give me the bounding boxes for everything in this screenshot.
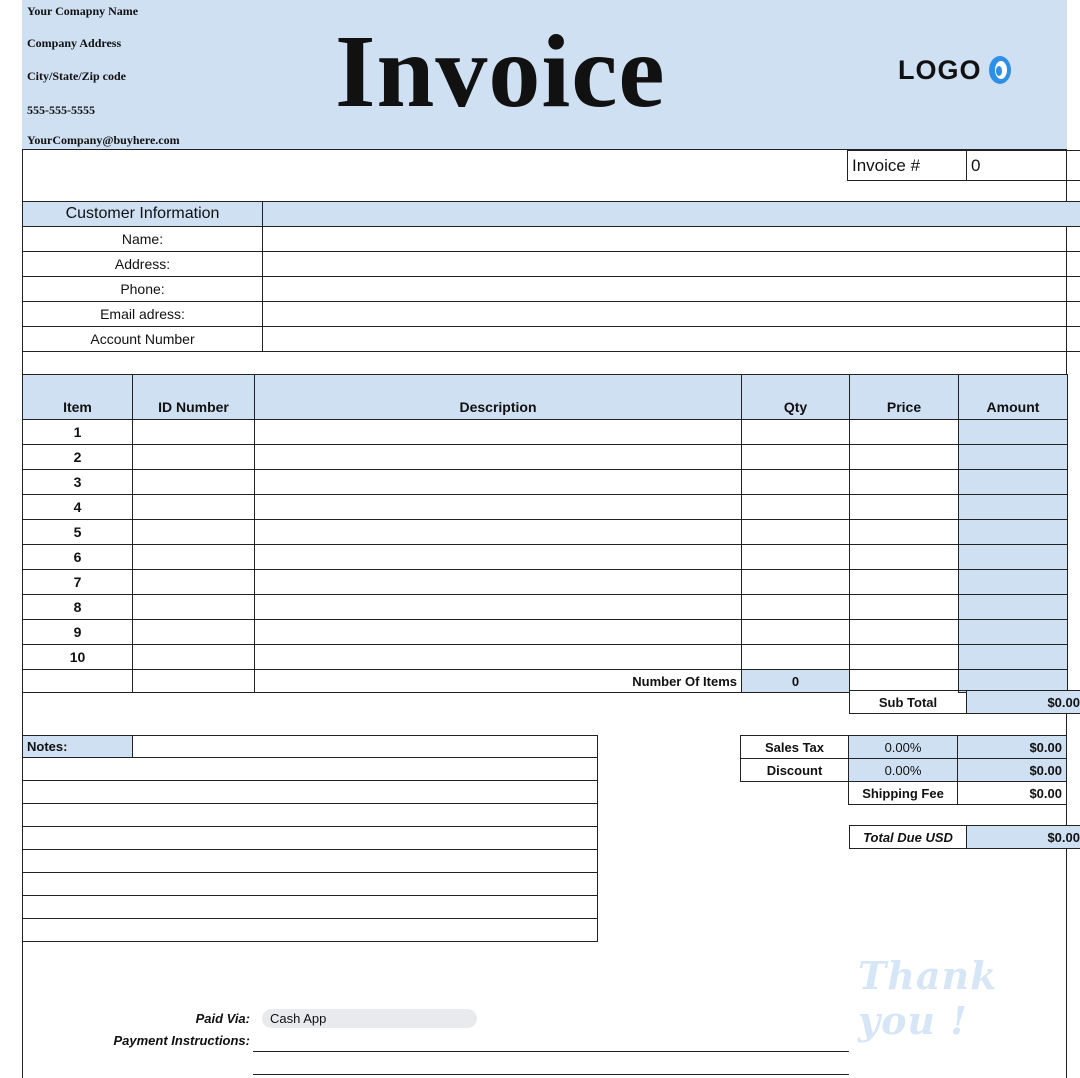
price-cell[interactable]	[850, 545, 959, 570]
description-cell[interactable]	[255, 645, 742, 670]
subtotal-value: $0.00	[967, 691, 1080, 714]
notes-line[interactable]	[23, 896, 598, 919]
description-cell[interactable]	[255, 570, 742, 595]
paid-via-select[interactable]	[262, 1009, 477, 1028]
amount-cell	[959, 645, 1068, 670]
sales-tax-rate[interactable]: 0.00%	[849, 736, 958, 759]
customer-field-label: Name:	[23, 227, 263, 252]
item-number: 3	[23, 470, 133, 495]
notes-line[interactable]	[133, 736, 598, 758]
notes-label: Notes:	[23, 736, 133, 758]
paid-via-value: Cash App	[270, 1011, 327, 1026]
col-header-item: Item	[23, 375, 133, 420]
customer-phone-input[interactable]	[263, 277, 1080, 302]
shipping-value[interactable]: $0.00	[958, 782, 1067, 805]
company-city: City/State/Zip code	[27, 69, 126, 83]
id-number-cell[interactable]	[133, 470, 255, 495]
amount-cell	[959, 495, 1068, 520]
price-cell[interactable]	[850, 445, 959, 470]
price-cell[interactable]	[850, 420, 959, 445]
company-email: YourCompany@buyhere.com	[27, 133, 180, 147]
item-number: 2	[23, 445, 133, 470]
amount-cell	[959, 445, 1068, 470]
id-number-cell[interactable]	[133, 620, 255, 645]
table-row	[23, 545, 1068, 570]
item-number: 8	[23, 595, 133, 620]
table-row	[23, 595, 1068, 620]
discount-value: $0.00	[958, 759, 1067, 782]
invoice-number-box	[847, 150, 1080, 181]
price-cell[interactable]	[850, 620, 959, 645]
id-number-cell[interactable]	[133, 445, 255, 470]
table-row	[23, 620, 1068, 645]
item-number: 9	[23, 620, 133, 645]
invoice-title: Invoice	[335, 14, 666, 129]
table-row	[23, 570, 1068, 595]
logo-text: LOGO	[898, 55, 982, 85]
notes-line[interactable]	[23, 850, 598, 873]
notes-line[interactable]	[23, 919, 598, 942]
id-number-cell[interactable]	[133, 495, 255, 520]
table-row	[23, 520, 1068, 545]
qty-cell[interactable]	[742, 595, 850, 620]
number-of-items-value: 0	[742, 670, 850, 693]
customer-field-label: Address:	[23, 252, 263, 277]
description-cell[interactable]	[255, 420, 742, 445]
item-number: 4	[23, 495, 133, 520]
qty-cell[interactable]	[742, 470, 850, 495]
company-name: Your Comapny Name	[27, 4, 139, 18]
description-cell[interactable]	[255, 620, 742, 645]
col-header-description: Description	[255, 375, 742, 420]
customer-heading-fill	[263, 202, 1080, 227]
notes-line[interactable]	[23, 804, 598, 827]
qty-cell[interactable]	[742, 420, 850, 445]
qty-cell[interactable]	[742, 570, 850, 595]
total-due-label: Total Due USD	[850, 826, 967, 849]
payment-instructions-line[interactable]	[253, 1051, 849, 1052]
amount-cell	[959, 570, 1068, 595]
notes-line[interactable]	[23, 827, 598, 850]
item-number: 6	[23, 545, 133, 570]
sales-tax-label: Sales Tax	[741, 736, 849, 759]
item-number: 7	[23, 570, 133, 595]
id-number-cell[interactable]	[133, 595, 255, 620]
id-number-cell[interactable]	[133, 645, 255, 670]
customer-table	[22, 201, 1080, 352]
col-header-price: Price	[850, 375, 959, 420]
qty-cell[interactable]	[742, 520, 850, 545]
company-address: Company Address	[27, 36, 122, 50]
logo-swirl-icon	[986, 54, 1014, 86]
customer-field-label: Phone:	[23, 277, 263, 302]
id-number-cell[interactable]	[133, 520, 255, 545]
amount-cell	[959, 470, 1068, 495]
number-of-items-label: Number Of Items	[255, 670, 742, 693]
id-number-cell[interactable]	[133, 545, 255, 570]
description-cell[interactable]	[255, 445, 742, 470]
description-cell[interactable]	[255, 595, 742, 620]
table-row	[23, 445, 1068, 470]
invoice-number-label: Invoice #	[848, 151, 967, 181]
paid-via-label: Paid Via:	[195, 1011, 250, 1026]
customer-account-input[interactable]	[263, 327, 1080, 352]
price-cell[interactable]	[850, 520, 959, 545]
qty-cell[interactable]	[742, 620, 850, 645]
shipping-label: Shipping Fee	[849, 782, 958, 805]
subtotal-box	[849, 690, 1080, 714]
description-cell[interactable]	[255, 545, 742, 570]
customer-name-input[interactable]	[263, 227, 1080, 252]
company-phone: 555-555-5555	[27, 103, 95, 117]
invoice-number-value[interactable]: 0	[967, 151, 1080, 181]
item-number: 1	[23, 420, 133, 445]
count-row-blank	[133, 670, 255, 693]
shipping-blank	[741, 782, 849, 805]
count-row-blank	[23, 670, 133, 693]
payment-instructions-line[interactable]	[253, 1074, 849, 1075]
price-cell[interactable]	[850, 645, 959, 670]
discount-rate[interactable]: 0.00%	[849, 759, 958, 782]
total-due-value: $0.00	[967, 826, 1080, 849]
id-number-cell[interactable]	[133, 420, 255, 445]
qty-cell[interactable]	[742, 645, 850, 670]
qty-cell[interactable]	[742, 445, 850, 470]
table-row	[23, 645, 1068, 670]
notes-line[interactable]	[23, 781, 598, 804]
amount-cell	[959, 420, 1068, 445]
table-row	[23, 470, 1068, 495]
description-cell[interactable]	[255, 520, 742, 545]
thank-you-text: Thank you !	[858, 953, 998, 1043]
items-table	[22, 374, 1068, 693]
amount-cell	[959, 595, 1068, 620]
payment-instructions-label: Payment Instructions:	[113, 1033, 250, 1048]
subtotal-label: Sub Total	[850, 691, 967, 714]
qty-cell[interactable]	[742, 545, 850, 570]
item-number: 10	[23, 645, 133, 670]
col-header-amount: Amount	[959, 375, 1068, 420]
total-due-box	[849, 825, 1080, 849]
description-cell[interactable]	[255, 470, 742, 495]
amount-cell	[959, 520, 1068, 545]
customer-field-label: Email adress:	[23, 302, 263, 327]
price-cell[interactable]	[850, 495, 959, 520]
customer-field-label: Account Number	[23, 327, 263, 352]
description-cell[interactable]	[255, 495, 742, 520]
id-number-cell[interactable]	[133, 570, 255, 595]
sales-tax-value: $0.00	[958, 736, 1067, 759]
col-header-id: ID Number	[133, 375, 255, 420]
notes-table	[22, 735, 598, 942]
table-row	[23, 495, 1068, 520]
customer-address-input[interactable]	[263, 252, 1080, 277]
price-cell[interactable]	[850, 570, 959, 595]
amount-cell	[959, 620, 1068, 645]
qty-cell[interactable]	[742, 495, 850, 520]
notes-line[interactable]	[23, 873, 598, 896]
notes-line[interactable]	[23, 758, 598, 781]
customer-heading: Customer Information	[23, 202, 263, 227]
amount-cell	[959, 545, 1068, 570]
item-number: 5	[23, 520, 133, 545]
price-cell[interactable]	[850, 595, 959, 620]
col-header-qty: Qty	[742, 375, 850, 420]
price-cell[interactable]	[850, 470, 959, 495]
customer-email-input[interactable]	[263, 302, 1080, 327]
discount-label: Discount	[741, 759, 849, 782]
table-row	[23, 420, 1068, 445]
adjustments-table	[740, 735, 1067, 805]
